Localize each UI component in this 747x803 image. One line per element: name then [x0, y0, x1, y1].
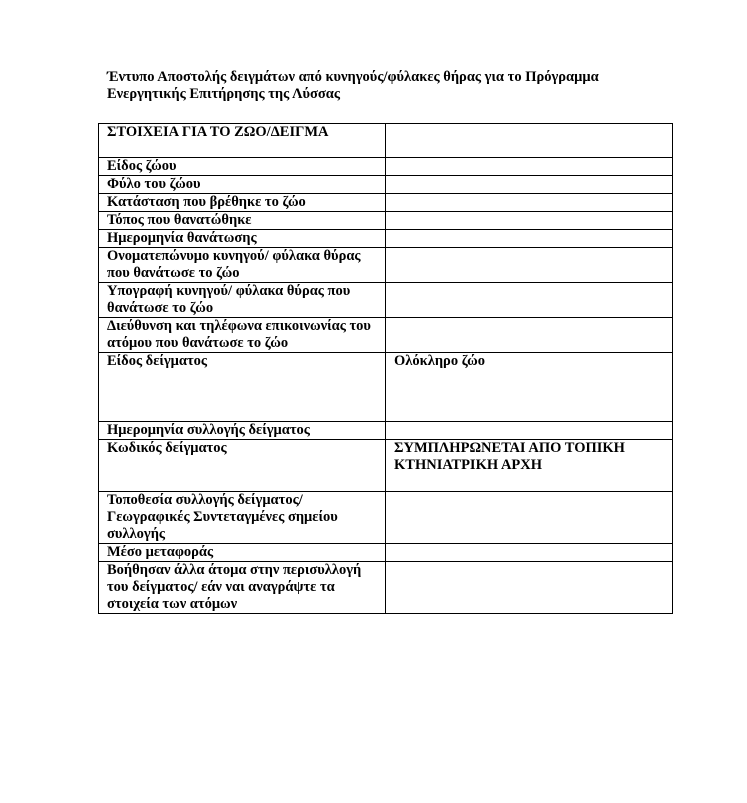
- document-title-line-1: Έντυπο Αποστολής δειγμάτων από κυνηγούς/φύλακες θήρας για το Πρόγραμμα: [107, 69, 599, 85]
- form-row: [99, 230, 673, 248]
- form-row: [99, 194, 673, 212]
- field-value-hunter-name[interactable]: [386, 248, 673, 283]
- field-value-animal-species[interactable]: [386, 158, 673, 176]
- field-value-helpers[interactable]: [386, 562, 673, 614]
- field-value-collection-location[interactable]: [386, 492, 673, 544]
- field-label-collection-date: Ημερομηνία συλλογής δείγματος: [99, 422, 386, 440]
- form-row: [99, 440, 673, 492]
- field-value-kill-location[interactable]: [386, 212, 673, 230]
- form-header-row: [99, 124, 673, 158]
- document-title: [107, 69, 667, 103]
- field-label-hunter-contact: Διεύθυνση και τηλέφωνα επικοινωνίας του ατόμου που θανάτωσε το ζώο: [99, 318, 386, 353]
- form-row: [99, 422, 673, 440]
- sample-form-table: [98, 123, 673, 614]
- form-row: [99, 562, 673, 614]
- field-label-hunter-signature: Υπογραφή κυνηγού/ φύλακα θύρας που θανάτωσε το ζώο: [99, 283, 386, 318]
- field-label-sample-code: Κωδικός δείγματος: [99, 440, 386, 492]
- field-value-collection-date[interactable]: [386, 422, 673, 440]
- field-value-animal-sex[interactable]: [386, 176, 673, 194]
- form-row: [99, 544, 673, 562]
- field-label-helpers: Βοήθησαν άλλα άτομα στην περισυλλογή του δείγματος/ εάν ναι αναγράψτε τα στοιχεία των ατόμων: [99, 562, 386, 614]
- field-label-hunter-name: Ονοματεπώνυμο κυνηγού/ φύλακα θύρας που θανάτωσε το ζώο: [99, 248, 386, 283]
- field-value-hunter-signature[interactable]: [386, 283, 673, 318]
- field-value-found-condition[interactable]: [386, 194, 673, 212]
- form-row: [99, 353, 673, 422]
- field-label-animal-sex: Φύλο του ζώου: [99, 176, 386, 194]
- document-title-line-2: Ενεργητικής Επιτήρησης της Λύσσας: [107, 86, 340, 102]
- field-label-kill-date: Ημερομηνία θανάτωσης: [99, 230, 386, 248]
- form-row: [99, 283, 673, 318]
- field-label-sample-type: Είδος δείγματος: [99, 353, 386, 422]
- form-row: [99, 318, 673, 353]
- field-label-collection-location: Τοποθεσία συλλογής δείγματος/Γεωγραφικές Συντεταγμένες σημείου συλλογής: [99, 492, 386, 544]
- field-label-found-condition: Κατάσταση που βρέθηκε το ζώο: [99, 194, 386, 212]
- field-value-sample-type[interactable]: Ολόκληρο ζώο: [386, 353, 673, 422]
- form-row: [99, 212, 673, 230]
- field-label-transport-means: Μέσο μεταφοράς: [99, 544, 386, 562]
- field-label-kill-location: Τόπος που θανατώθηκε: [99, 212, 386, 230]
- field-value-kill-date[interactable]: [386, 230, 673, 248]
- form-row: [99, 248, 673, 283]
- field-value-sample-code[interactable]: ΣΥΜΠΛΗΡΩΝΕΤΑΙ ΑΠΟ ΤΟΠΙΚΗ ΚΤΗΝΙΑΤΡΙΚΗ ΑΡΧΗ: [386, 440, 673, 492]
- form-header-label: ΣΤΟΙΧΕΙΑ ΓΙΑ ΤΟ ΖΩΟ/ΔΕΙΓΜΑ: [99, 124, 386, 158]
- field-value-transport-means[interactable]: [386, 544, 673, 562]
- field-label-animal-species: Είδος ζώου: [99, 158, 386, 176]
- field-value-hunter-contact[interactable]: [386, 318, 673, 353]
- form-row: [99, 158, 673, 176]
- form-header-value-cell[interactable]: [386, 124, 673, 158]
- form-row: [99, 176, 673, 194]
- form-row: [99, 492, 673, 544]
